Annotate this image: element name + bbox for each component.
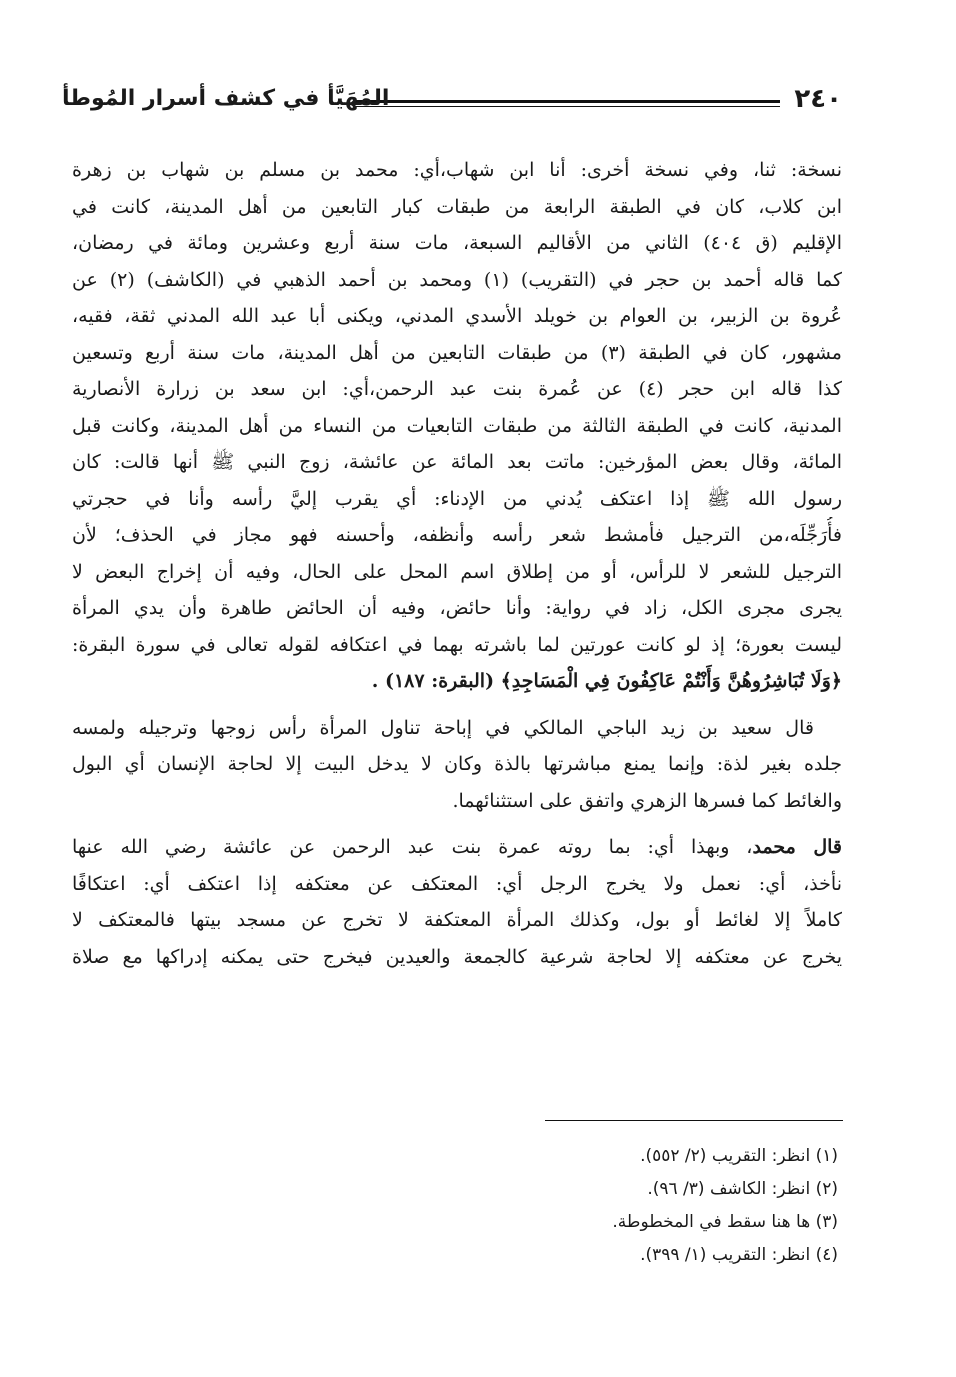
footnote-rule xyxy=(545,1120,843,1121)
text-line: يجرى مجرى الكل، زاد في رواية: وأنا حائض، وفيه أن الحائض طاهرة وأن يدي المرأة xyxy=(72,597,842,619)
text-line: قال سعيد بن زيد الباجي المالكي في إباحة تناول المرأة رأس زوجها وترجيله ولمسه xyxy=(72,716,814,739)
text-line: مشهور، كان في الطبقة (٣) من طبقات التابعين من أهل المدينة، مات سنة أربع وتسعين xyxy=(72,341,842,364)
quran-verse-line: ﴿وَلَا تُبَاشِرُوهُنَّ وَأَنْتُمْ عَاكِفُونَ فِي الْمَسَاجِدِ﴾ (البقرة: ١٨٧) . xyxy=(371,670,842,692)
text-line: الترجيل للشعر لا للرأس، أو من إطلاق اسم المحل على الحال، وفيه أن إخراج البعض لا xyxy=(72,560,842,583)
paragraph-gap xyxy=(72,819,842,829)
footnotes xyxy=(338,1140,838,1272)
speaker-label: قال محمد xyxy=(752,836,842,858)
text-line: ابن كلاب، كان في الطبقة الرابعة من طبقات كبار التابعين من أهل المدينة، كانت في xyxy=(72,195,842,218)
text-line: والغائط كما فسرها الزهري واتفق على استثنائهما. xyxy=(452,789,842,812)
header-rule-thin xyxy=(354,106,780,107)
text-line xyxy=(72,829,842,866)
footnote: (٣) ها هنا سقط في المخطوطة. xyxy=(612,1212,838,1232)
text-line: المائة، وقال بعض المؤرخين: ماتت بعد المائة عن عائشة، زوج النبي ﷺ أنها قالت: كان xyxy=(72,451,842,473)
text-line: ليست بعورة؛ إذ لو كانت عورتين لما باشرته بهما في اعتكافه لقوله تعالى في سورة البقرة: xyxy=(72,633,842,656)
text-line: المدنية، كانت في الطبقة الثالثة من طبقات التابعيات من النساء من أهل المدينة، وكانت قبل xyxy=(72,414,842,437)
text-line: نأخذ، أي: نعمل ولا يخرج الرجل أي: المعتكف عن معتكفه إذا اعتكف أي: اعتكافًا xyxy=(72,872,842,895)
text-line: الإقليم (ق ٤٠٤) الثاني من الأقاليم السبعة، مات سنة أربع وعشرين ومائة في رمضان، xyxy=(72,232,842,254)
paragraph-gap xyxy=(72,700,842,710)
text-line: كما قاله أحمد بن حجر في (التقريب) (١) ومحمد بن أحمد الذهبي في (الكاشف) (٢) عن xyxy=(72,268,842,291)
text-line: فأُرَجِّلَه،من الترجيل فأمشط شعر رأسه وأنظفه، وأحسنه فهو مجاز في الحذف؛ لأن xyxy=(72,524,842,546)
running-title: المُهَيَّأ في كشف أسرار المُوطأ xyxy=(62,86,390,111)
header-rule xyxy=(354,100,780,103)
page-header xyxy=(62,82,842,124)
main-text xyxy=(72,152,842,975)
text-line: جلده بغير لذة: وإنما يمنع مباشرتها بالذة وكان لا يدخل البيت إلا لحاجة الإنسان أي البول xyxy=(72,753,842,775)
text-line: يخرج عن معتكفه إلا لحاجة شرعية كالجمعة والعيدين فيخرج حتى يمكنه إدراكها مع صلاة xyxy=(72,945,842,968)
footnote: (٢) انظر: الكاشف (٣/ ٩٦). xyxy=(647,1179,838,1199)
text-line: عُروة بن الزبير، بن العوام بن خويلد الأسدي المدني، ويكنى أبا عبد الله المدني ثقة، فقيه، xyxy=(72,305,842,327)
footnote: (٤) انظر: التقريب (١/ ٣٩٩). xyxy=(640,1245,838,1265)
text-line: كذا قاله ابن حجر (٤) عن عُمرة بنت عبد الرحمن،أي: ابن سعد بن زرارة الأنصارية xyxy=(72,378,842,400)
text-line: كاملاً إلا لغائط أو بول، وكذلك المرأة المعتكفة لا تخرج عن مسجد بيتها فالمعتكف لا xyxy=(72,909,842,931)
text-fragment: ، وبهذا أي: بما روته عمرة بنت عبد الرحمن عن عائشة رضي الله عنها xyxy=(72,836,753,858)
text-line: رسول الله ﷺ إذا اعتكف يُدني من الإدناء: أي يقرب إليَّ رأسه وأنا في حجرتي xyxy=(72,487,842,510)
page-number: ٢٤٠ xyxy=(794,84,842,114)
footnote: (١) انظر: التقريب (٢/ ٥٥٢). xyxy=(640,1146,838,1166)
text-line: نسخة: ثنا، وفي نسخة أخرى: أنا ابن شهاب،أي: محمد بن مسلم بن شهاب بن زهرة xyxy=(72,159,842,181)
